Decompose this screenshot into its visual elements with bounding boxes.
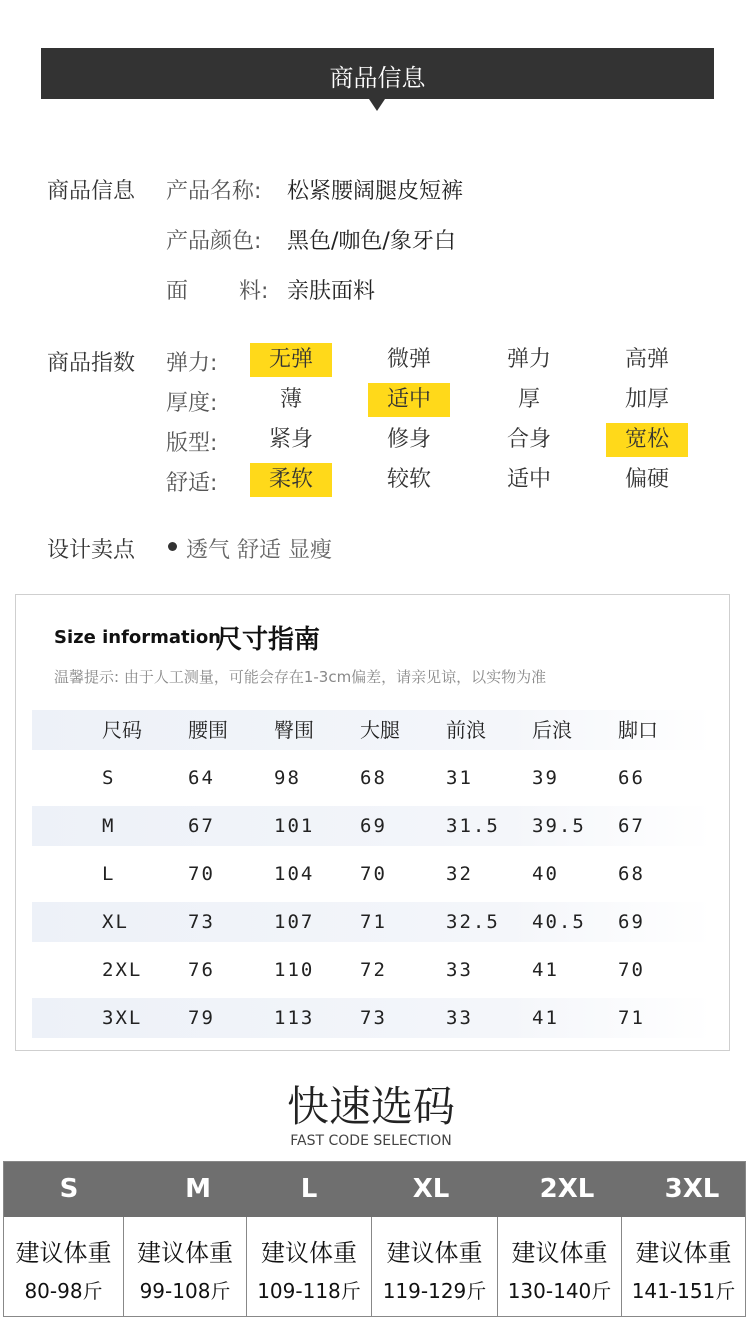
index-option-selected: 宽松 [606,423,688,457]
size-guide-title-cn: 尺寸指南 [216,625,321,655]
size-guide-title-en: Size information [54,627,222,648]
size-table-cell: 39.5 [532,815,586,837]
quick-weight-label: 建议体重 [261,1239,357,1267]
quick-weight-label: 建议体重 [511,1239,608,1267]
index-key: 弹力: [166,351,218,376]
size-table-cell: M [102,815,116,837]
index-option: 适中 [506,467,551,492]
info-key-fabric-a: 面 [166,279,189,304]
section-banner [41,48,714,99]
size-table-cell: 72 [360,959,387,981]
size-table-cell: 73 [188,911,215,933]
size-table-cell: L [102,863,116,885]
size-guide-card [15,594,730,1051]
size-table-row [32,758,712,798]
size-table-cell: 31 [446,767,473,789]
size-table-cell: 32.5 [446,911,500,933]
size-table-header-cell: 前浪 [446,718,486,742]
size-table-cell: 67 [618,815,645,837]
size-guide-note: 温馨提示: 由于人工测量，可能会存在1-3cm偏差，请亲见谅，以实物为准 [54,668,547,686]
quick-size-table [3,1161,746,1317]
size-table-row [32,806,712,846]
size-table-header-cell: 后浪 [532,718,572,742]
size-table-row [32,902,712,942]
size-table-row [32,950,712,990]
quick-size-column [4,1217,124,1317]
size-table-cell: XL [102,911,129,933]
size-table-cell: 69 [360,815,387,837]
banner-title: 商品信息 [329,64,426,92]
quick-size-label: S [59,1174,79,1204]
size-table-cell: 32 [446,863,473,885]
design-section-label: 设计卖点 [47,538,136,563]
size-table-cell: 68 [360,767,387,789]
index-key: 厚度: [166,391,218,416]
quick-weight-range: 80-98斤 [24,1279,103,1303]
quick-weight-range: 99-108斤 [139,1279,231,1303]
size-table-cell: 68 [618,863,645,885]
info-section-label: 商品信息 [47,179,136,204]
size-table-cell: 98 [274,767,301,789]
size-table-cell: 76 [188,959,215,981]
info-value-fabric: 亲肤面料 [287,279,376,304]
size-table-cell: 64 [188,767,215,789]
index-option-selected: 无弹 [250,343,332,377]
size-table-cell: 70 [188,863,215,885]
quick-size-column [247,1217,372,1317]
index-option: 微弹 [386,347,431,372]
info-key-name: 产品名称: [166,179,262,204]
size-table-cell: 70 [360,863,387,885]
size-table-cell: 66 [618,767,645,789]
size-table-header-row [32,710,712,750]
index-section-label: 商品指数 [47,351,136,376]
size-table-cell: 41 [532,959,559,981]
quick-size-label: 2XL [539,1174,595,1204]
index-option-selected: 柔软 [250,463,332,497]
quick-weight-label: 建议体重 [386,1239,483,1267]
quick-weight-range: 109-118斤 [257,1279,361,1303]
quick-weight-label: 建议体重 [15,1239,112,1267]
size-table-cell: 79 [188,1007,215,1029]
quick-subtitle: FAST CODE SELECTION [290,1133,452,1149]
quick-size-label: L [300,1174,318,1204]
size-table-cell: 40.5 [532,911,586,933]
index-option-selected: 适中 [368,383,450,417]
quick-size-column [622,1217,745,1317]
size-table-cell: 33 [446,1007,473,1029]
banner-arrow [369,99,385,111]
quick-size-label: M [185,1174,211,1204]
size-table-cell: 113 [274,1007,315,1029]
size-table-row [32,998,712,1038]
size-table-header-cell: 尺码 [102,718,142,742]
size-table-header-cell: 腰围 [188,718,228,742]
size-table-cell: 3XL [102,1007,143,1029]
quick-weight-range: 130-140斤 [507,1279,612,1303]
size-table-cell: S [102,767,116,789]
size-table-cell: 67 [188,815,215,837]
size-table-cell: 110 [274,959,315,981]
size-table-header-cell: 大腿 [360,718,400,742]
index-option: 薄 [279,387,302,412]
index-option: 较软 [386,467,431,492]
info-value-color: 黑色/咖色/象牙白 [287,229,456,254]
quick-size-label: XL [412,1174,450,1204]
size-table-cell: 71 [618,1007,645,1029]
info-value-name: 松紧腰阔腿皮短裤 [287,179,464,204]
quick-size-column [124,1217,247,1317]
size-table-cell: 71 [360,911,387,933]
size-table-cell: 40 [532,863,559,885]
index-option: 修身 [386,427,431,452]
bullet-dot [168,542,177,551]
size-table-header-cell: 脚口 [618,718,658,742]
size-table-cell: 101 [274,815,315,837]
design-points: 透气 舒适 显瘦 [186,538,332,563]
size-table-cell: 107 [274,911,315,933]
size-table-cell: 31.5 [446,815,500,837]
index-option: 高弹 [624,347,669,372]
quick-size-label: 3XL [664,1174,720,1204]
size-table-row [32,854,712,894]
index-option: 合身 [506,427,551,452]
size-table-cell: 69 [618,911,645,933]
size-table-header-cell: 臀围 [274,718,314,742]
index-option: 偏硬 [624,467,669,492]
index-option: 紧身 [268,427,313,452]
quick-weight-label: 建议体重 [137,1239,233,1267]
quick-weight-range: 141-151斤 [631,1279,736,1303]
size-table-cell: 73 [360,1007,387,1029]
quick-title: 快速选码 [286,1082,455,1131]
index-option: 加厚 [624,387,669,412]
size-table-cell: 104 [274,863,315,885]
size-table-cell: 2XL [102,959,143,981]
size-table-cell: 41 [532,1007,559,1029]
size-table-cell: 70 [618,959,645,981]
quick-size-column [498,1217,622,1317]
quick-weight-range: 119-129斤 [382,1279,487,1303]
size-table-cell: 39 [532,767,559,789]
quick-size-header [4,1162,745,1217]
index-option: 厚 [517,387,540,412]
size-table-cell: 33 [446,959,473,981]
info-key-fabric-b: 料: [239,279,269,304]
info-key-color: 产品颜色: [166,229,262,254]
quick-size-column [372,1217,498,1317]
index-option: 弹力 [506,347,551,372]
quick-weight-label: 建议体重 [635,1239,732,1267]
index-key: 版型: [166,431,218,456]
index-key: 舒适: [166,471,218,496]
